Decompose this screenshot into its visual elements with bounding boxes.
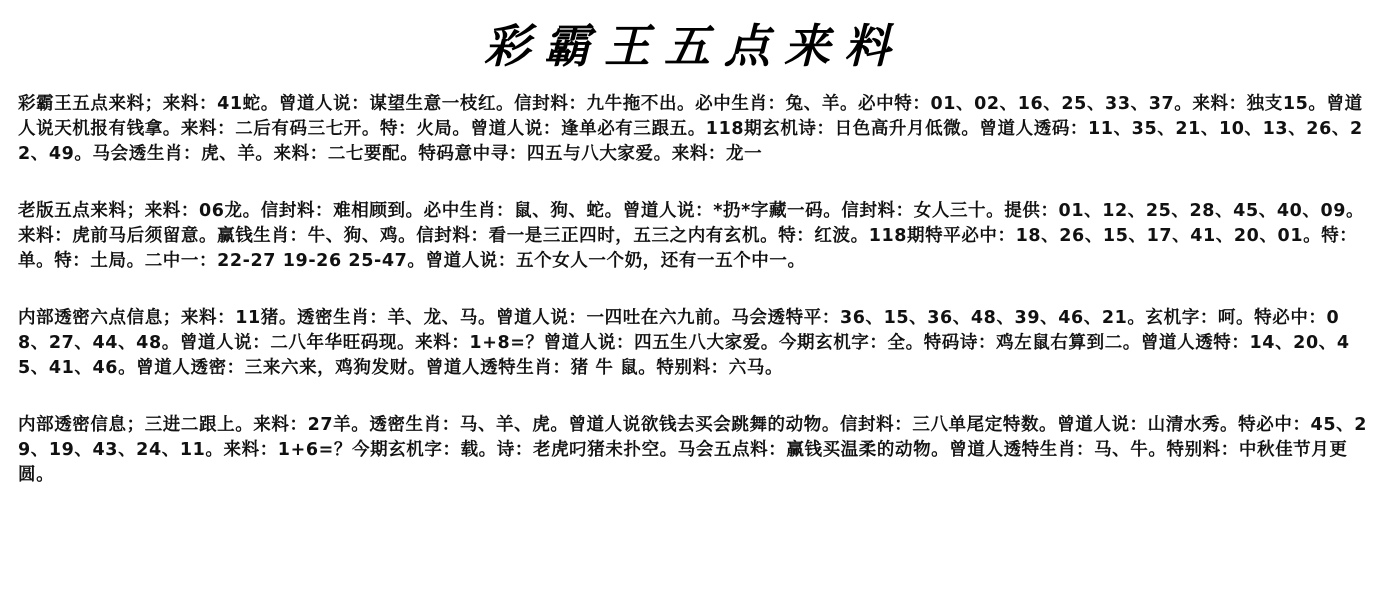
content-area — [18, 92, 1368, 488]
paragraph-neibu-xinxi: 内部透密信息；三进二跟上。来料：27羊。透密生肖：马、羊、虎。曾道人说欲钱去买会跳舞的动物。信封料：三八单尾定特数。曾道人说：山清水秀。特必中：45、29、19、43、24、11。来料：1+6=？今期玄机字：载。诗：老虎叼猪未扑空。马会五点料：赢钱买温柔的动物。曾道人透特生肖：马、牛。特别料：中秋佳节月更圆。 — [18, 415, 1367, 485]
paragraph-gap — [18, 274, 1368, 306]
paragraph-gap — [18, 167, 1368, 199]
paragraph-caibawang: 彩霸王五点来料；来料：41蛇。曾道人说：谋望生意一枝红。信封料：九牛拖不出。必中生肖：兔、羊。必中特：01、02、16、25、33、37。来料：独支15。曾道人说天机报有钱拿。来料：二后有码三七开。特：火局。曾道人说：逢单必有三跟五。118期玄机诗：日色高升月低微。曾道人透码：11、35、21、10、13、26、22、49。马会透生肖：虎、羊。来料：二七要配。特码意中寻：四五与八大家爱。来料：龙一 — [18, 94, 1363, 164]
paragraph-laoban: 老版五点来料；来料：06龙。信封料：难相顾到。必中生肖：鼠、狗、蛇。曾道人说：*扔*字藏一码。信封料：女人三十。提供：01、12、25、28、45、40、09。来料：虎前马后须留意。赢钱生肖：牛、狗、鸡。信封料：看一是三正四时，五三之内有玄机。特：红波。118期特平必中：18、26、15、17、41、20、01。特：单。特：土局。二中一：22-27 19-26 25-47。曾道人说：五个女人一个奶，还有一五个中一。 — [18, 201, 1365, 271]
paragraph-neibu-liudian: 内部透密六点信息；来料：11猪。透密生肖：羊、龙、马。曾道人说：一四吐在六九前。马会透特平：36、15、36、48、39、46、21。玄机字：呵。特必中：08、27、44、48。曾道人说：二八年华旺码现。来料：1+8=？曾道人说：四五生八大家爱。今期玄机字：全。特码诗：鸡左鼠右算到二。曾道人透特：14、20、45、41、46。曾道人透密：三来六来，鸡狗发财。曾道人透特生肖：猪 牛 鼠。特别料：六马。 — [18, 308, 1350, 378]
page-title: 彩霸王五点来料 — [484, 19, 904, 73]
paragraph-gap — [18, 381, 1368, 413]
